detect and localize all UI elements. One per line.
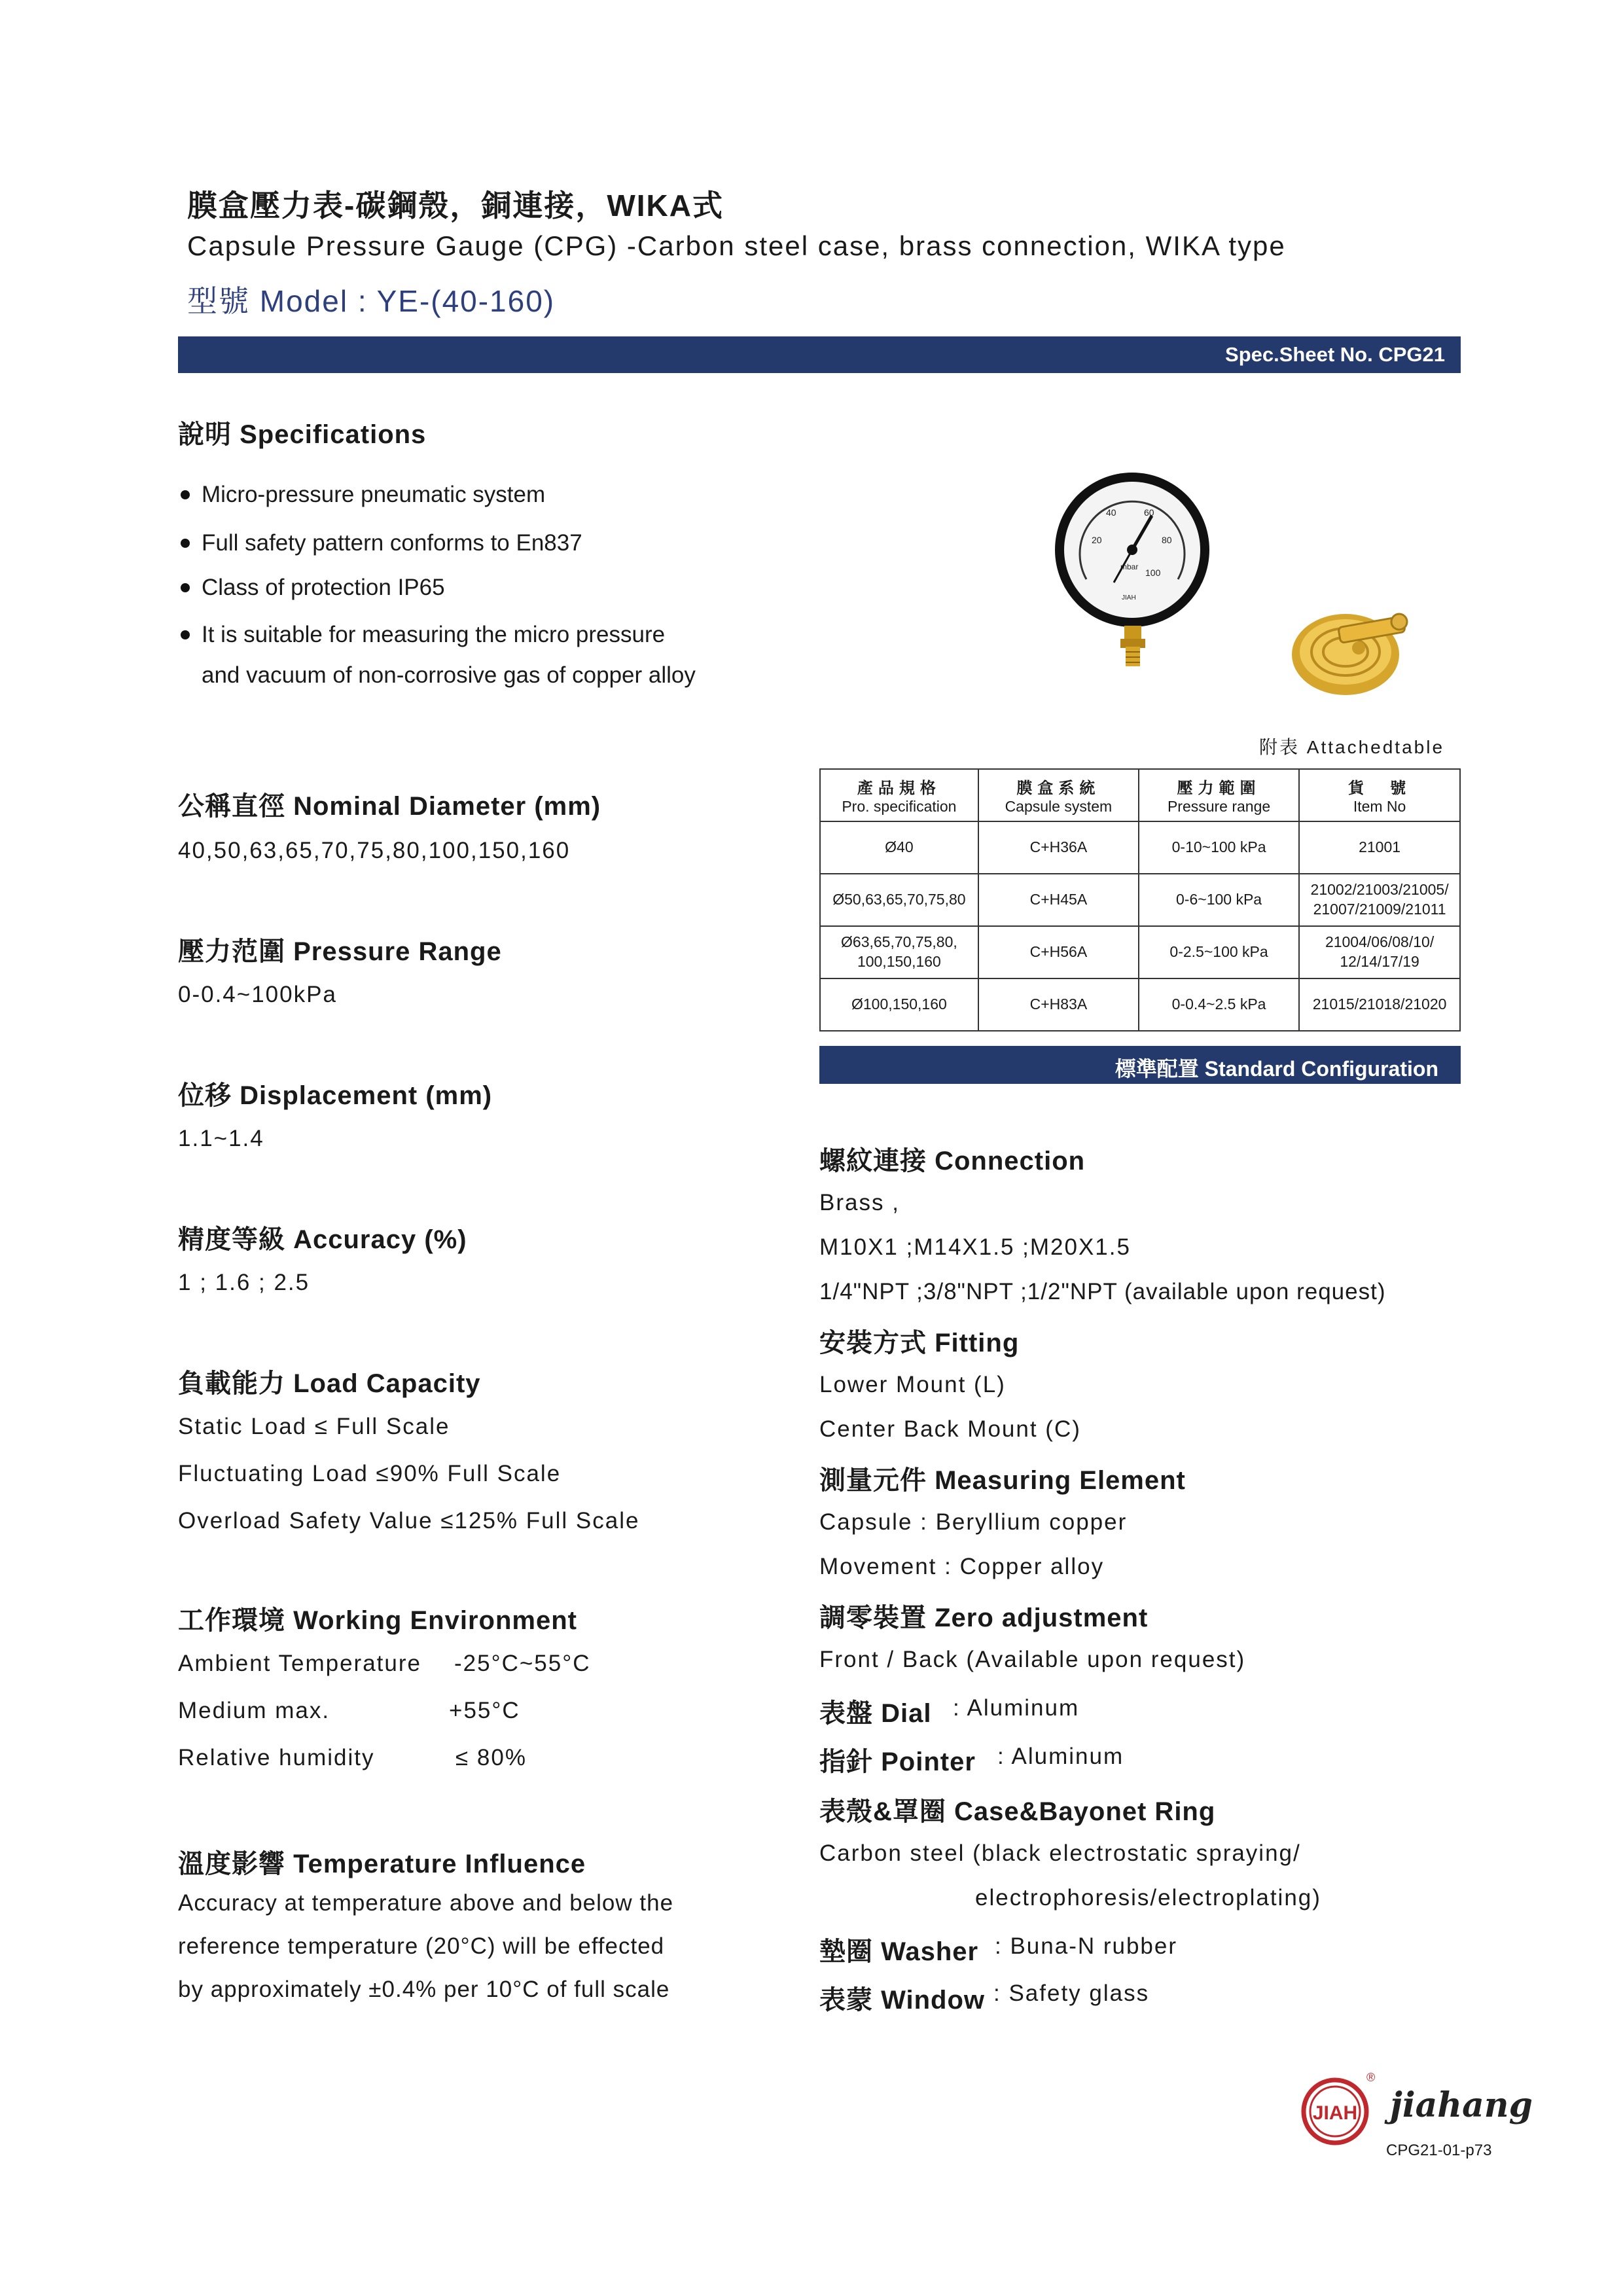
attached-table bbox=[819, 768, 1461, 1031]
table-cell: C+H56A bbox=[978, 926, 1139, 978]
ambient-temperature-label: Ambient Temperature bbox=[178, 1651, 421, 1676]
table-row bbox=[820, 978, 1460, 1031]
table-header: 產品規格 Pro. specification bbox=[820, 769, 978, 821]
load-fluctuating: Fluctuating Load ≤90% Full Scale bbox=[178, 1461, 562, 1486]
pressure-range-heading: 壓力范圍 Pressure Range bbox=[178, 937, 502, 966]
title-english: Capsule Pressure Gauge (CPG) -Carbon steel case, brass connection, WIKA type bbox=[187, 230, 1286, 261]
pointer-value: : Aluminum bbox=[997, 1744, 1124, 1769]
fitting-lower-mount: Lower Mount (L) bbox=[819, 1372, 1006, 1397]
displacement-value: 1.1~1.4 bbox=[178, 1126, 264, 1151]
load-overload: Overload Safety Value ≤125% Full Scale bbox=[178, 1508, 640, 1534]
medium-max-value: +55°C bbox=[449, 1698, 520, 1723]
spec-item-continuation: and vacuum of non-corrosive gas of copper alloy bbox=[202, 662, 696, 688]
spec-sheet-bar bbox=[178, 336, 1461, 373]
specifications-heading: 說明 Specifications bbox=[178, 420, 427, 449]
gauge-scale-label: 80 bbox=[1162, 535, 1172, 545]
logo-text: JIAH bbox=[1312, 2102, 1358, 2124]
standard-configuration-label: 標準配置 Standard Configuration bbox=[1115, 1057, 1438, 1081]
standard-configuration-bar bbox=[819, 1046, 1461, 1084]
table-cell: Ø40 bbox=[820, 821, 978, 874]
gauge-scale-label: 100 bbox=[1145, 567, 1161, 578]
pressure-range-value: 0-0.4~100kPa bbox=[178, 982, 337, 1007]
window-heading: 表蒙 Window bbox=[819, 1986, 986, 2015]
zero-adjustment-value: Front / Back (Available upon request) bbox=[819, 1647, 1246, 1672]
case-heading: 表殼&罩圈 Case&Bayonet Ring bbox=[819, 1797, 1216, 1826]
table-header: 壓力範圍 Pressure range bbox=[1139, 769, 1299, 821]
load-static: Static Load ≤ Full Scale bbox=[178, 1414, 450, 1439]
case-material-continued: electrophoresis/electroplating) bbox=[975, 1885, 1321, 1910]
table-cell: 0-2.5~100 kPa bbox=[1139, 926, 1299, 978]
measuring-element-movement: Movement : Copper alloy bbox=[819, 1554, 1105, 1579]
displacement-heading: 位移 Displacement (mm) bbox=[178, 1081, 493, 1110]
temperature-influence-line: Accuracy at temperature above and below the bbox=[178, 1890, 674, 1916]
window-value: : Safety glass bbox=[993, 1981, 1150, 2006]
table-cell: 21004/06/08/10/ 12/14/17/19 bbox=[1299, 926, 1460, 978]
measuring-element-capsule: Capsule : Beryllium copper bbox=[819, 1509, 1128, 1535]
table-cell: 0-0.4~2.5 kPa bbox=[1139, 978, 1299, 1031]
gauge-scale-label: 40 bbox=[1106, 507, 1116, 518]
connection-npt: 1/4"NPT ;3/8"NPT ;1/2"NPT (available upon request) bbox=[819, 1279, 1386, 1304]
table-header: 貨 號 Item No bbox=[1299, 769, 1460, 821]
temperature-influence-line: reference temperature (20°C) will be effected bbox=[178, 1933, 665, 1959]
table-cell: 0-10~100 kPa bbox=[1139, 821, 1299, 874]
temperature-influence-heading: 溫度影響 Temperature Influence bbox=[178, 1850, 586, 1878]
case-material: Carbon steel (black electrostatic spraying/ bbox=[819, 1840, 1301, 1866]
table-cell: 21015/21018/21020 bbox=[1299, 978, 1460, 1031]
gauge-scale-label: 60 bbox=[1144, 507, 1154, 518]
washer-value: : Buna-N rubber bbox=[995, 1933, 1178, 1959]
connection-heading: 螺紋連接 Connection bbox=[819, 1147, 1086, 1175]
temperature-influence-line: by approximately ±0.4% per 10°C of full scale bbox=[178, 1977, 670, 2002]
table-row bbox=[820, 821, 1460, 874]
brand-name: jiahang bbox=[1390, 2085, 1533, 2125]
pressure-gauge-image bbox=[1041, 471, 1230, 668]
fitting-center-back-mount: Center Back Mount (C) bbox=[819, 1416, 1081, 1442]
relative-humidity-value: ≤ 80% bbox=[455, 1745, 527, 1770]
pointer-heading: 指針 Pointer bbox=[819, 1748, 976, 1776]
connection-threads: M10X1 ;M14X1.5 ;M20X1.5 bbox=[819, 1234, 1131, 1260]
relative-humidity-label: Relative humidity bbox=[178, 1745, 375, 1770]
table-row bbox=[820, 874, 1460, 926]
table-cell: 21001 bbox=[1299, 821, 1460, 874]
table-cell: Ø100,150,160 bbox=[820, 978, 978, 1031]
table-cell: C+H36A bbox=[978, 821, 1139, 874]
gauge-unit: mbar bbox=[1120, 562, 1139, 571]
table-cell: C+H83A bbox=[978, 978, 1139, 1031]
accuracy-value: 1 ; 1.6 ; 2.5 bbox=[178, 1270, 310, 1295]
zero-adjustment-heading: 調零裝置 Zero adjustment bbox=[819, 1604, 1149, 1632]
registered-mark: ® bbox=[1366, 2071, 1376, 2084]
fitting-heading: 安裝方式 Fitting bbox=[819, 1329, 1020, 1357]
nominal-diameter-heading: 公稱直徑 Nominal Diameter (mm) bbox=[178, 792, 601, 821]
working-environment-heading: 工作環境 Working Environment bbox=[178, 1606, 577, 1635]
title-chinese: 膜盒壓力表-碳鋼殼，銅連接，WIKA式 bbox=[187, 188, 724, 223]
model-number: 型號 Model : YE-(40-160) bbox=[187, 284, 556, 318]
accuracy-heading: 精度等級 Accuracy (%) bbox=[178, 1225, 467, 1254]
washer-heading: 墊圈 Washer bbox=[819, 1937, 979, 1966]
table-cell: C+H45A bbox=[978, 874, 1139, 926]
company-logo bbox=[1298, 2071, 1377, 2149]
capsule-element-image bbox=[1287, 602, 1418, 700]
gauge-scale-label: 20 bbox=[1092, 535, 1102, 545]
document-code: CPG21-01-p73 bbox=[1386, 2142, 1492, 2159]
attached-table-note: 附表 Attachedtable bbox=[1259, 737, 1445, 757]
measuring-element-heading: 測量元件 Measuring Element bbox=[819, 1466, 1186, 1495]
spec-sheet-number: Spec.Sheet No. CPG21 bbox=[1225, 343, 1445, 366]
gauge-brand-mark: JIAH bbox=[1122, 594, 1136, 601]
table-cell: 21002/21003/21005/ 21007/21009/21011 bbox=[1299, 874, 1460, 926]
nominal-diameter-value: 40,50,63,65,70,75,80,100,150,160 bbox=[178, 838, 571, 863]
table-cell: Ø50,63,65,70,75,80 bbox=[820, 874, 978, 926]
connection-material: Brass , bbox=[819, 1190, 900, 1215]
medium-max-label: Medium max. bbox=[178, 1698, 330, 1723]
dial-value: : Aluminum bbox=[953, 1695, 1080, 1721]
dial-heading: 表盤 Dial bbox=[819, 1699, 932, 1728]
load-capacity-heading: 負載能力 Load Capacity bbox=[178, 1369, 481, 1398]
ambient-temperature-value: -25°C~55°C bbox=[454, 1651, 591, 1676]
table-header: 膜盒系統 Capsule system bbox=[978, 769, 1139, 821]
table-row bbox=[820, 926, 1460, 978]
table-cell: 0-6~100 kPa bbox=[1139, 874, 1299, 926]
table-cell: Ø63,65,70,75,80, 100,150,160 bbox=[820, 926, 978, 978]
